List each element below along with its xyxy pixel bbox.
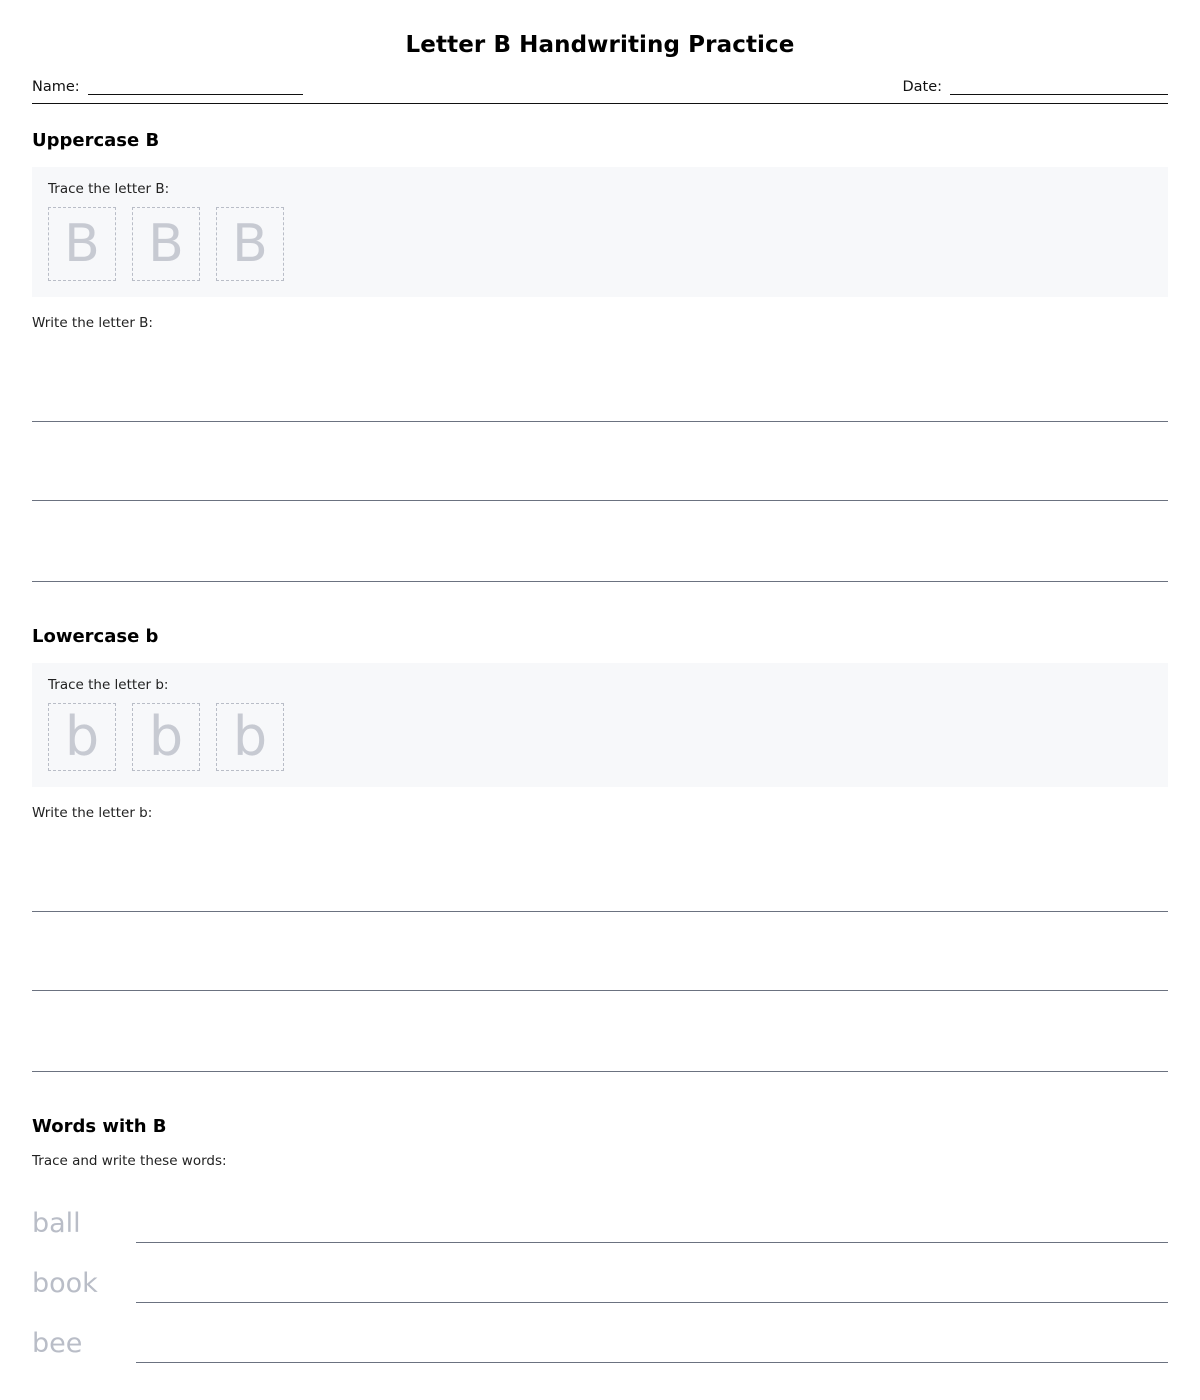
trace-letter-glyph: B <box>148 213 184 274</box>
trace-caption-lowercase: Trace the letter b: <box>48 676 169 693</box>
word-row <box>32 1243 1168 1303</box>
section-heading-uppercase: Uppercase B <box>32 129 160 151</box>
trace-letter-glyph: b <box>232 704 268 768</box>
trace-box[interactable] <box>216 703 284 771</box>
word-writing-line[interactable] <box>136 1318 1168 1363</box>
date-label: Date: <box>902 79 942 95</box>
writing-line[interactable] <box>32 501 1168 582</box>
trace-letter-glyph: B <box>232 213 268 274</box>
section-divider-space <box>32 592 1168 626</box>
write-caption-uppercase: Write the letter B: <box>32 314 153 331</box>
trace-panel-uppercase <box>32 167 1168 297</box>
section-words <box>32 1116 1168 1363</box>
trace-box[interactable] <box>48 207 116 281</box>
name-field-group <box>32 80 303 95</box>
writing-line[interactable] <box>32 833 1168 912</box>
trace-box[interactable] <box>216 207 284 281</box>
trace-letter-glyph: B <box>64 213 100 274</box>
writing-line[interactable] <box>32 422 1168 501</box>
word-ghost-text: ball <box>32 1207 81 1239</box>
section-heading-lowercase: Lowercase b <box>32 625 159 647</box>
writing-lines-uppercase <box>32 343 1168 582</box>
trace-box[interactable] <box>48 703 116 771</box>
word-row <box>32 1183 1168 1243</box>
page-title: Letter B Handwriting Practice <box>405 32 795 58</box>
trace-row-uppercase <box>48 207 1168 281</box>
section-divider-space <box>32 1082 1168 1116</box>
trace-row-lowercase <box>48 703 1168 771</box>
writing-line[interactable] <box>32 343 1168 422</box>
trace-box[interactable] <box>132 703 200 771</box>
trace-caption-uppercase: Trace the letter B: <box>48 180 170 197</box>
trace-box[interactable] <box>132 207 200 281</box>
section-lowercase <box>32 626 1168 1072</box>
word-writing-line[interactable] <box>136 1198 1168 1243</box>
trace-letter-glyph: b <box>64 704 100 768</box>
writing-line[interactable] <box>32 912 1168 991</box>
writing-lines-lowercase <box>32 833 1168 1072</box>
date-input-line[interactable] <box>950 81 1168 95</box>
writing-line[interactable] <box>32 991 1168 1072</box>
word-row <box>32 1303 1168 1363</box>
date-field-group <box>902 80 1168 95</box>
word-writing-line[interactable] <box>136 1258 1168 1303</box>
section-uppercase <box>32 130 1168 582</box>
trace-letter-glyph: b <box>148 704 184 768</box>
section-heading-words: Words with B <box>32 1115 167 1137</box>
name-date-row <box>32 80 1168 104</box>
trace-panel-lowercase <box>32 663 1168 787</box>
name-label: Name: <box>32 79 80 95</box>
word-ghost-text: book <box>32 1267 98 1299</box>
name-input-line[interactable] <box>88 81 303 95</box>
words-caption: Trace and write these words: <box>32 1152 227 1169</box>
write-caption-lowercase: Write the letter b: <box>32 804 153 821</box>
word-ghost-text: bee <box>32 1327 83 1359</box>
